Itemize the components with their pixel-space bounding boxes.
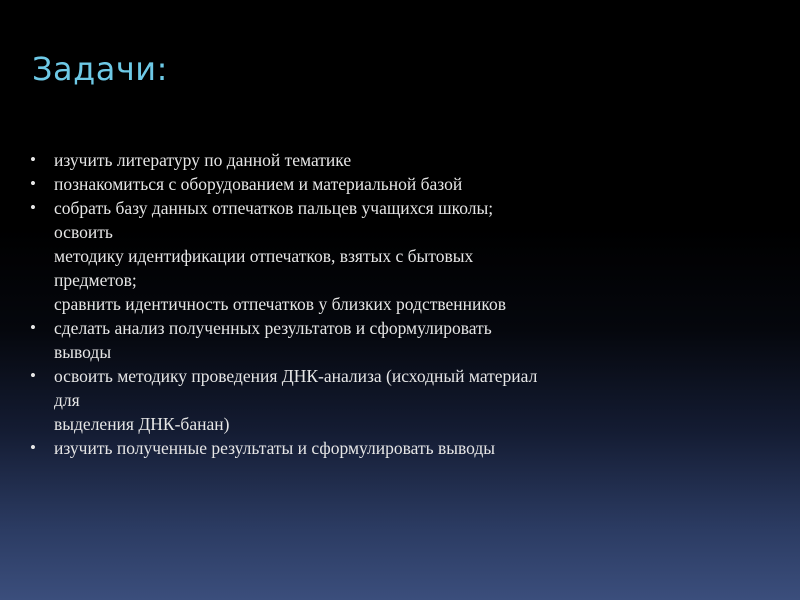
bullet-icon: •: [30, 198, 36, 217]
task-text-line: собрать базу данных отпечатков пальцев учащихся школы;: [54, 198, 494, 218]
bullet-icon: •: [30, 150, 36, 169]
task-text-line: познакомиться с оборудованием и материальной базой: [54, 174, 463, 194]
task-item: [28, 436, 678, 460]
bullet-icon: •: [30, 438, 36, 457]
task-text-line: выводы: [54, 342, 112, 362]
task-list: [28, 148, 678, 460]
task-text-line: освоить методику проведения ДНК-анализа (исходный материал: [54, 366, 538, 386]
task-item: [28, 148, 678, 172]
task-text-line: сделать анализ полученных результатов и сформулировать: [54, 318, 492, 338]
bullet-icon: •: [30, 318, 36, 337]
task-item: [28, 316, 678, 364]
task-text-line: сравнить идентичность отпечатков у близких родственников: [54, 294, 507, 314]
task-text-line: методику идентификации отпечатков, взятых с бытовых: [54, 246, 474, 266]
bullet-icon: •: [30, 174, 36, 193]
task-text-line: для: [54, 390, 80, 410]
task-text-line: предметов;: [54, 270, 137, 290]
task-text-line: освоить: [54, 222, 113, 242]
bullet-icon: •: [30, 366, 36, 385]
task-item: [28, 364, 678, 436]
task-text-line: выделения ДНК-банан): [54, 414, 230, 434]
task-text-line: изучить литературу по данной тематике: [54, 150, 352, 170]
task-text-line: изучить полученные результаты и сформулировать выводы: [54, 438, 496, 458]
task-item: [28, 172, 678, 196]
slide-title: Задачи:: [32, 50, 168, 88]
task-item: [28, 196, 678, 316]
